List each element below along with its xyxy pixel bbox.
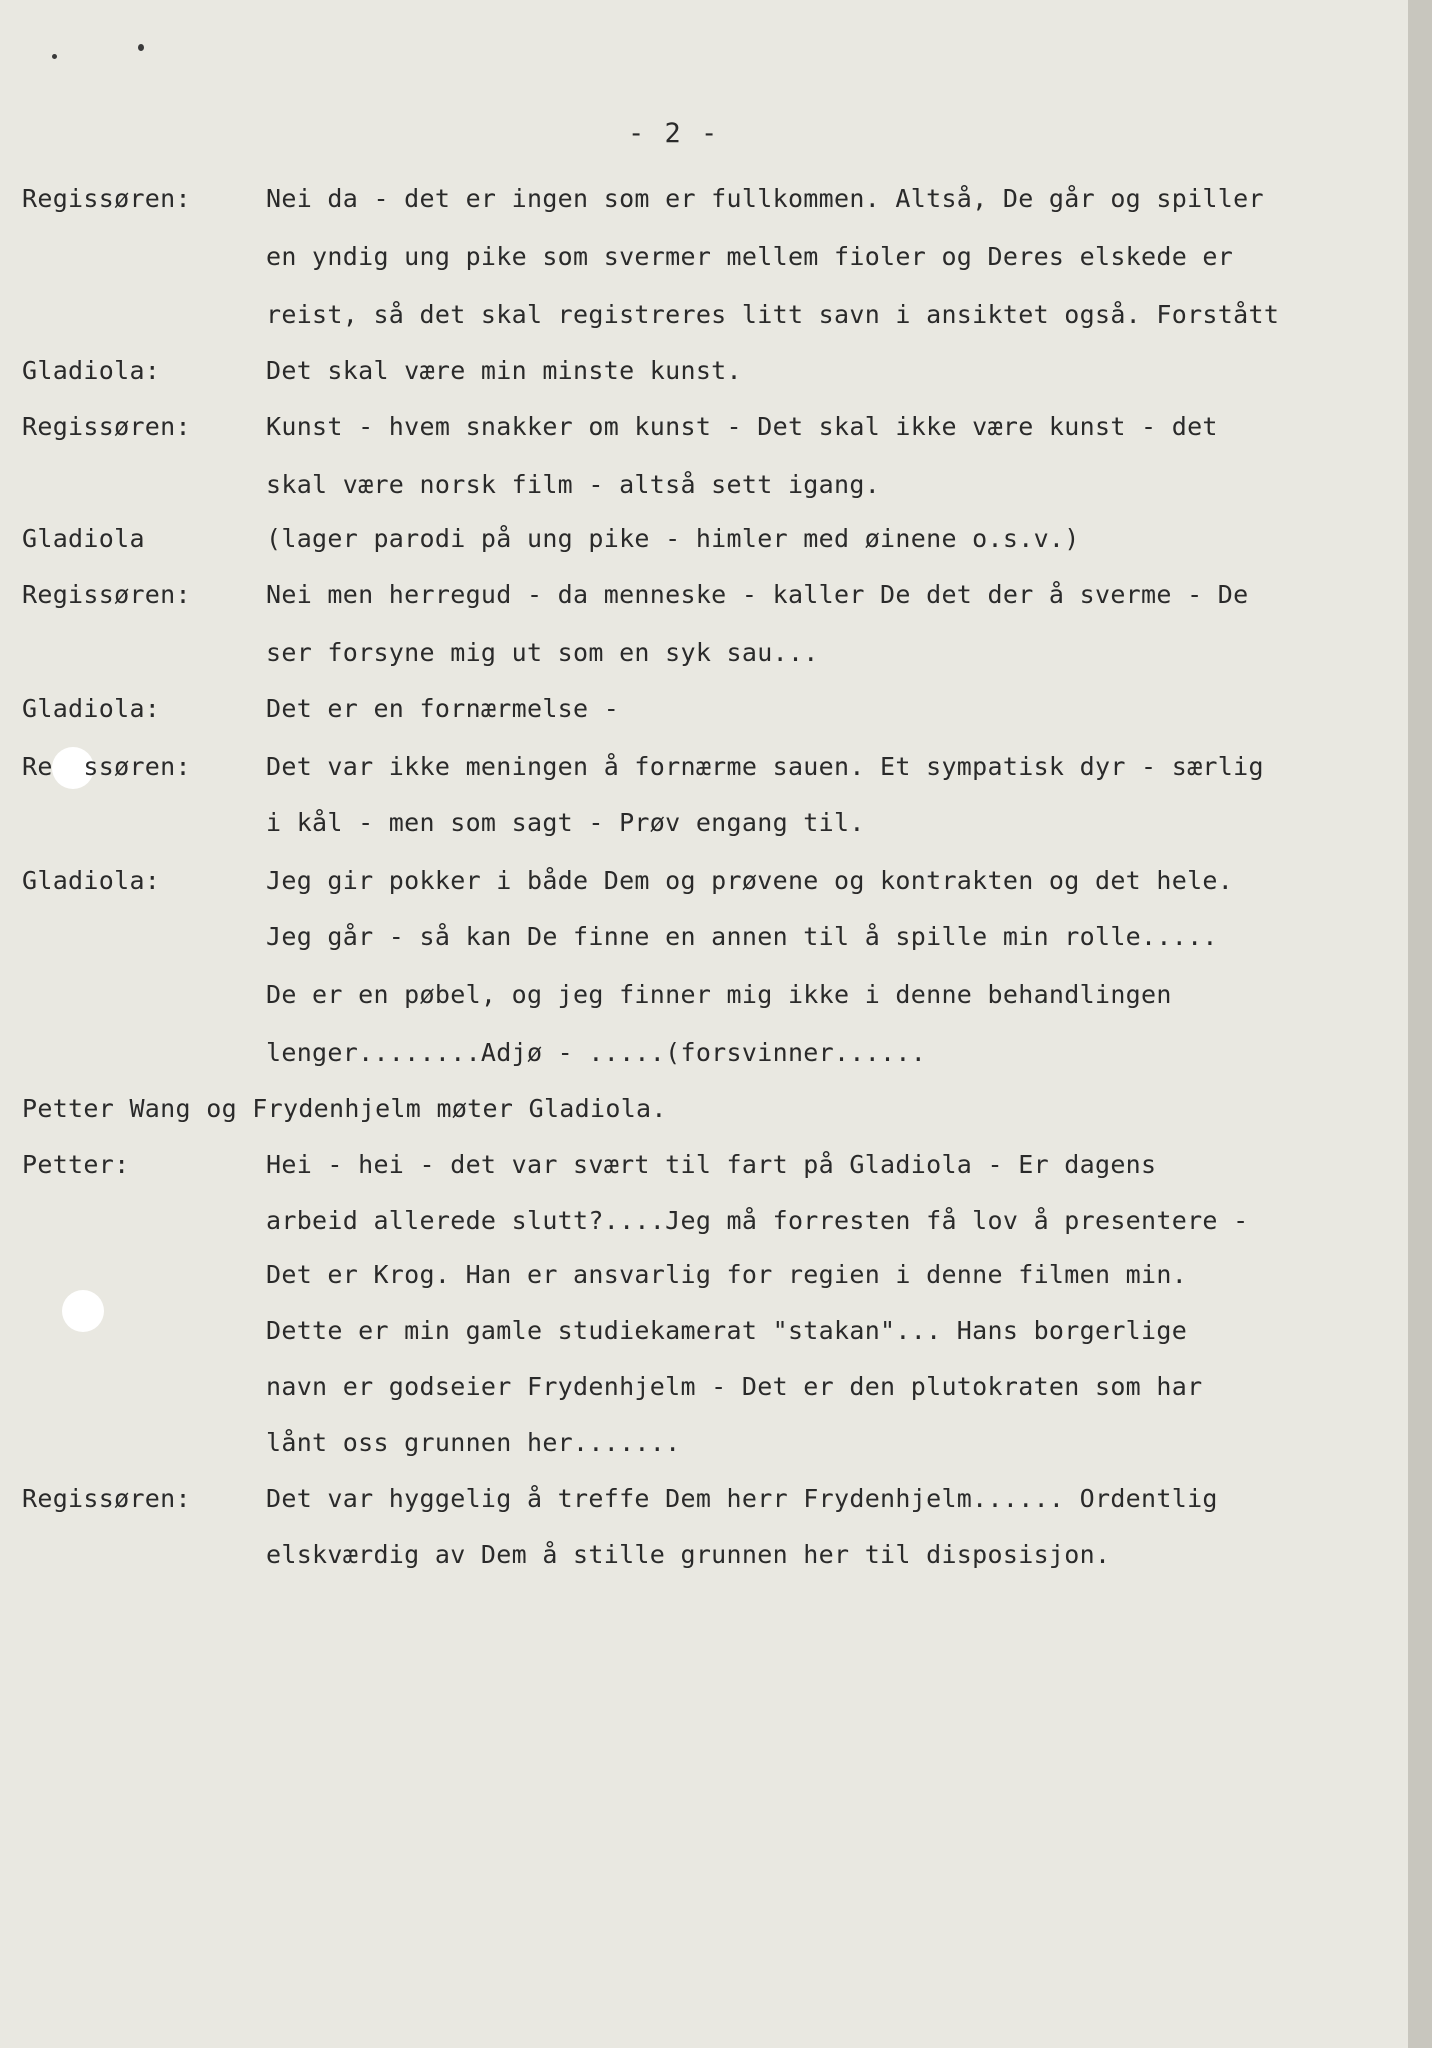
dialogue-line: Det var hyggelig å treffe Dem herr Frydenhjelm...... Ordentlig xyxy=(266,1484,1218,1513)
ink-speck xyxy=(52,54,57,59)
dialogue-line: Det skal være min minste kunst. xyxy=(266,356,742,385)
dialogue-line: arbeid allerede slutt?....Jeg må forresten få lov å presentere - xyxy=(266,1206,1249,1235)
dialogue-line: elskværdig av Dem å stille grunnen her til disposisjon. xyxy=(266,1540,1111,1569)
speaker-name: Regissøren: xyxy=(22,184,191,213)
speaker-name: Gladiola: xyxy=(22,356,161,385)
speaker-name: Gladiola: xyxy=(22,866,161,895)
dialogue-line: lenger........Adjø - .....(forsvinner...... xyxy=(266,1038,927,1067)
dialogue-line: skal være norsk film - altså sett igang. xyxy=(266,470,881,499)
dialogue-line: i kål - men som sagt - Prøv engang til. xyxy=(266,808,865,837)
dialogue-line: (lager parodi på ung pike - himler med øinene o.s.v.) xyxy=(266,524,1080,553)
speaker-name: Regissøren: xyxy=(22,1484,191,1513)
punch-hole xyxy=(62,1290,104,1332)
dialogue-line: ser forsyne mig ut som en syk sau... xyxy=(266,638,819,667)
speaker-name: Re ssøren: xyxy=(22,752,191,781)
dialogue-line: De er en pøbel, og jeg finner mig ikke i denne behandlingen xyxy=(266,980,1172,1009)
dialogue-line: Kunst - hvem snakker om kunst - Det skal ikke være kunst - det xyxy=(266,412,1218,441)
speaker-name: Regissøren: xyxy=(22,580,191,609)
speaker-name: Gladiola xyxy=(22,524,145,553)
dialogue-line: navn er godseier Frydenhjelm - Det er den plutokraten som har xyxy=(266,1372,1203,1401)
speaker-name: Petter: xyxy=(22,1150,130,1179)
dialogue-line: Jeg gir pokker i både Dem og prøvene og kontrakten og det hele. xyxy=(266,866,1234,895)
dialogue-line: Dette er min gamle studiekamerat "stakan"... Hans borgerlige xyxy=(266,1316,1188,1345)
stage-direction: Petter Wang og Frydenhjelm møter Gladiola. xyxy=(22,1094,667,1123)
dialogue-line: reist, så det skal registreres litt savn i ansiktet også. Forstått xyxy=(266,300,1280,329)
dialogue-line: Det er Krog. Han er ansvarlig for regien i denne filmen min. xyxy=(266,1260,1188,1289)
speaker-name: Gladiola: xyxy=(22,694,161,723)
dialogue-line: Det er en fornærmelse - xyxy=(266,694,620,723)
speaker-name: Regissøren: xyxy=(22,412,191,441)
ink-speck xyxy=(138,44,144,51)
dialogue-line: Jeg går - så kan De finne en annen til å spille min rolle..... xyxy=(266,922,1218,951)
dialogue-line: Det var ikke meningen å fornærme sauen. Et sympatisk dyr - særlig xyxy=(266,752,1264,781)
page-edge xyxy=(1408,0,1432,2048)
dialogue-line: en yndig ung pike som svermer mellem fioler og Deres elskede er xyxy=(266,242,1234,271)
dialogue-line: Hei - hei - det var svært til fart på Gladiola - Er dagens xyxy=(266,1150,1157,1179)
dialogue-line: lånt oss grunnen her....... xyxy=(266,1428,681,1457)
page-number: - 2 - xyxy=(628,118,720,149)
dialogue-line: Nei men herregud - da menneske - kaller De det der å sverme - De xyxy=(266,580,1249,609)
dialogue-line: Nei da - det er ingen som er fullkommen. Altså, De går og spiller xyxy=(266,184,1264,213)
